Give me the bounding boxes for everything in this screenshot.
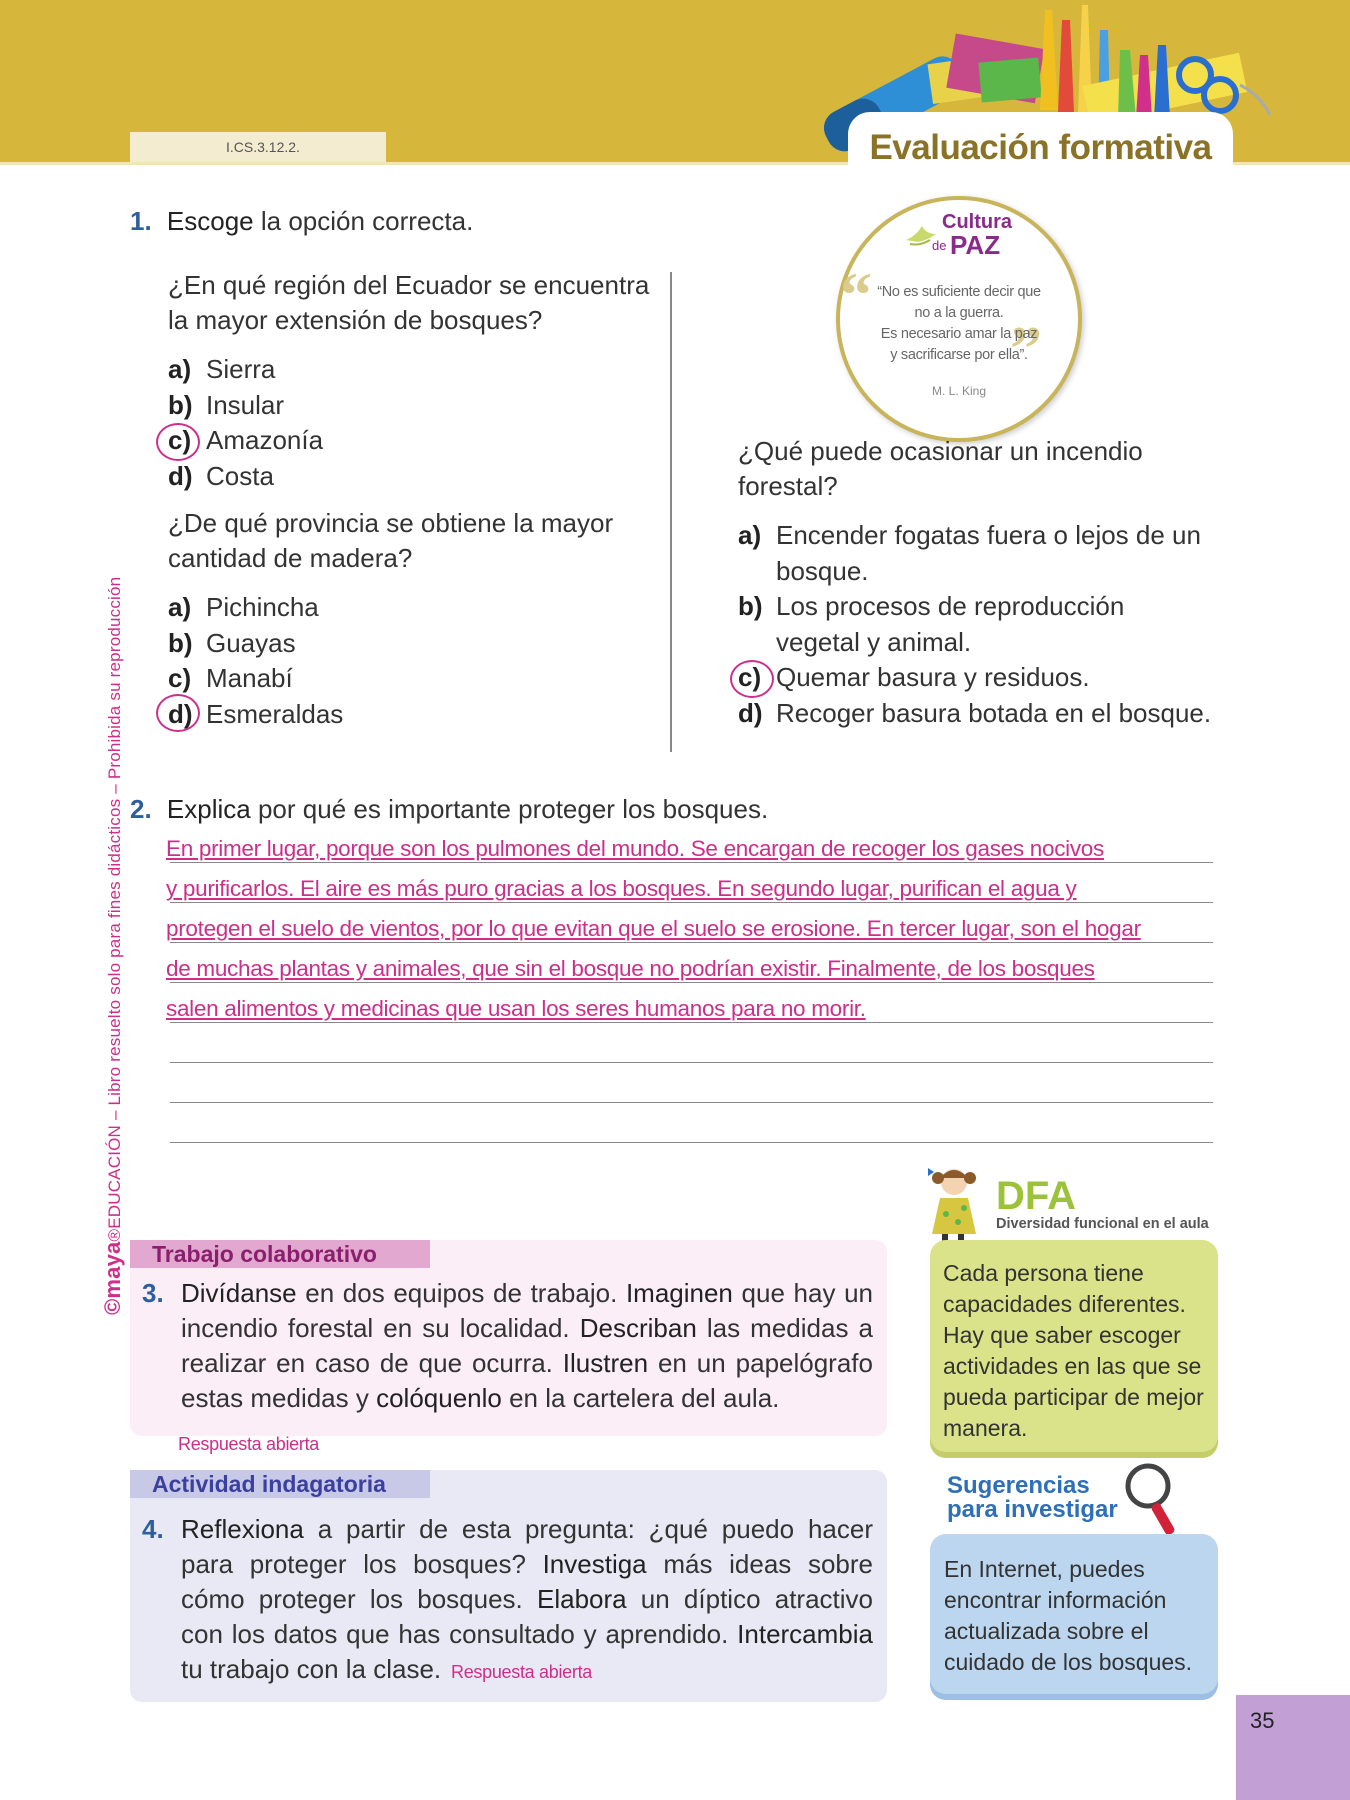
open-answer-label: Respuesta abierta (451, 1662, 592, 1682)
instruction-verb: Reflexiona (181, 1514, 304, 1544)
peace-quote-badge (836, 196, 1082, 442)
page-title: Evaluación formativa (869, 128, 1212, 167)
q1-part3-options (738, 518, 1228, 731)
quote-author: M. L. King (931, 384, 987, 398)
q1-part2-question: ¿De qué provincia se obtiene la mayor cantidad de madera? (168, 508, 614, 573)
instruction-verb: Describan (579, 1313, 697, 1343)
instruction-text: las medidas a realizar en caso de que ocurra. (181, 1313, 873, 1378)
instruction-text: que hay un incendio forestal en su localidad. (181, 1278, 874, 1343)
answer-circle (730, 660, 774, 698)
de-label: de (932, 238, 947, 253)
question-number: 1. (130, 206, 152, 236)
dfa-text: Cada persona tiene capacidades diferentes. Hay que saber escoger actividades en las que se pueda participar de mejor manera. (943, 1260, 1204, 1441)
question-verb: Explica (166, 794, 251, 824)
culture-label: Cultura (942, 211, 1012, 233)
answer-line (170, 1142, 1213, 1143)
page-number: 35 (1250, 1708, 1275, 1733)
option-item-continued: bosque. (776, 555, 869, 586)
option-item: a) Encender fogatas fuera o lejos de un (738, 520, 1201, 550)
instruction-verb: Imaginen (625, 1278, 733, 1308)
open-quote-icon: “ (840, 259, 872, 330)
copyright-text: ®EDUCACIÓN – Libro resuelto solo para fines didácticos – Prohibida su reproducción (105, 576, 124, 1242)
peace-quote: “No es suficiente decir que no a la guerra. Es necesario amar la paz y sacrificarse por ella”. (877, 284, 1041, 363)
option-item: a) Sierra (168, 354, 276, 384)
open-answer-label: Respuesta abierta (178, 1434, 319, 1454)
peace-label: PAZ (950, 230, 1001, 260)
option-item: b) Insular (168, 389, 285, 420)
brand-logo: ©maya (100, 1241, 125, 1315)
magnifier-icon (1122, 1460, 1184, 1544)
column-divider (670, 272, 672, 752)
answer-line (170, 1062, 1213, 1063)
question-number: 2. (130, 794, 152, 824)
option-item-selected: c) Quemar basura y residuos. (738, 662, 1090, 692)
answer-line (170, 862, 1213, 863)
instruction-text: tu trabajo con la clase. (181, 1654, 442, 1684)
question-text: la opción correcta. (253, 206, 474, 236)
question-text: por qué es importante proteger los bosques. (250, 794, 769, 824)
answer-line (170, 982, 1213, 983)
instruction-text: en un papelógrafo estas medidas y (181, 1348, 873, 1413)
answer-line (170, 902, 1213, 903)
option-item: c) Manabí (168, 663, 293, 693)
answer-circle (156, 694, 200, 732)
answer-text-line: salen alimentos y medicinas que usan los seres humanos para no morir. (166, 996, 866, 1021)
question-1-heading (130, 204, 473, 239)
dfa-title: DFA (996, 1174, 1076, 1218)
option-item-selected: d) Esmeraldas (168, 698, 344, 729)
instruction-verb: Investiga (542, 1549, 647, 1579)
instruction-text: más ideas sobre cómo proteger los bosques. (181, 1549, 873, 1614)
inquiry-activity-tab: Actividad indagatoria (130, 1470, 430, 1498)
answer-text-line: de muchas plantas y animales, que sin el bosque no podrían existir. Finalmente, de los bosques (166, 956, 1095, 981)
girl-illustration-icon (920, 1164, 990, 1248)
option-item: d) Recoger basura botada en el bosque. (738, 697, 1212, 728)
answer-line (170, 942, 1213, 943)
question-verb: Escoge (166, 206, 254, 236)
question-3-text (181, 1276, 873, 1416)
close-quote-icon: ” (1010, 313, 1042, 384)
research-text: En Internet, puedes encontrar información actualizada sobre el cuidado de los bosques. (944, 1556, 1193, 1675)
instruction-text: en dos equipos de trabajo. (296, 1278, 626, 1308)
answer-line (170, 1022, 1213, 1023)
instruction-verb: Divídanse (181, 1278, 297, 1308)
option-item: b) Guayas (168, 627, 296, 658)
answer-circle (156, 423, 200, 461)
option-item: d) Costa (168, 460, 274, 491)
dfa-subtitle: Diversidad funcional en el aula (996, 1216, 1209, 1232)
q1-part3-question: ¿Qué puede ocasionar un incendio forestal? (738, 436, 1143, 501)
answer-text-line: y purificarlos. El aire es más puro gracias a los bosques. En segundo lugar, purifican el agua y (166, 876, 1077, 901)
question-4-text (181, 1512, 873, 1687)
instruction-text: a partir de esta pregunta: ¿qué puedo hacer para proteger los bosques? (181, 1514, 873, 1579)
instruction-verb: Ilustren (562, 1348, 649, 1378)
answer-line (170, 1102, 1213, 1103)
research-title: Sugerencias para investigar (947, 1472, 1118, 1523)
instruction-text: en la cartelera del aula. (501, 1383, 780, 1413)
instruction-verb: Intercambia (737, 1619, 873, 1649)
question-2-heading (130, 792, 768, 827)
instruction-verb: colóquenlo (376, 1383, 502, 1413)
question-4-number: 4. (142, 1514, 164, 1544)
instruction-text: un díptico atractivo con los datos que has consultado y aprendido. (181, 1584, 873, 1649)
instruction-verb: Elabora (536, 1584, 627, 1614)
question-3-number: 3. (142, 1278, 164, 1308)
answer-text-line: protegen el suelo de vientos, por lo que evitan que el suelo se erosione. En tercer lugar, son el hogar (166, 916, 1141, 941)
option-item: b) Los procesos de reproducción (738, 591, 1125, 621)
collaborative-work-tab: Trabajo colaborativo (130, 1240, 430, 1268)
option-item-continued: vegetal y animal. (776, 626, 972, 657)
q1-part1-question: ¿En qué región del Ecuador se encuentra la mayor extensión de bosques? (168, 270, 650, 335)
indicator-code: I.CS.3.12.2. (130, 132, 386, 162)
option-item: a) Pichincha (168, 592, 319, 622)
q1-part1-options (168, 352, 323, 494)
answer-text-line: En primer lugar, porque son los pulmones del mundo. Se encargan de recoger los gases nocivos (166, 836, 1104, 861)
option-item-selected: c) Amazonía (168, 425, 324, 455)
